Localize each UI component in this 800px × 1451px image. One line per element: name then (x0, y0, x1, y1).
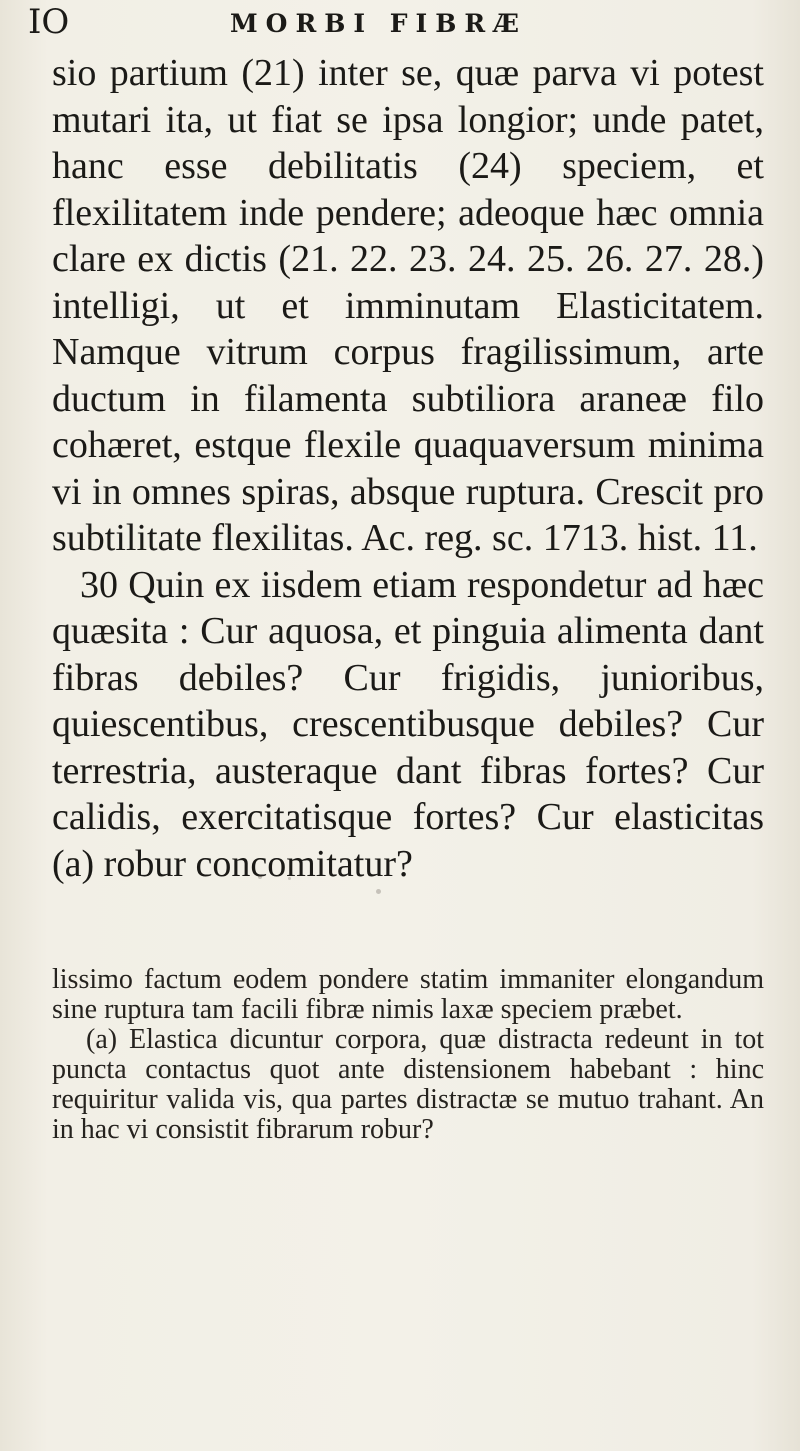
paper-speck (258, 875, 262, 879)
running-head: MORBI FIBRÆ (230, 9, 527, 38)
footnotes (52, 965, 764, 1145)
main-paragraph-1: sio partium (21) inter se, quæ parva vi potest mutari ita, ut fiat se ipsa longior; unde patet, hanc esse debilitatis (24) speciem, et flexilitatem inde pendere; adeoque hæc omnia clare ex dictis (21. 22. 23. 24. 25. 26. 27. 28.) intelligi, ut et imminutam Elasticitatem. Namque vitrum corpus fragilissimum, arte ductum in filamenta subtiliora araneæ filo cohæret, estque flexile quaquaversum minima vi in omnes spiras, absque ruptura. Crescit pro subtilitate flexilitas. Ac. reg. sc. 1713. hist. 11. (52, 52, 764, 559)
footnote-continued: lissimo factum eodem pondere statim immaniter elongandum sine ruptura tam facili fibræ nimis laxæ speciem præbet. (52, 964, 764, 1025)
paper-speck (376, 889, 381, 894)
page-header (28, 2, 588, 46)
paper-speck (288, 877, 291, 880)
footnote-a: (a) Elastica dicuntur corpora, quæ distracta redeunt in tot puncta contactus quot ante distensionem habebant : hinc requiritur valida vis, qua partes distractæ se mutuo trahant. An in hac vi consistit fibrarum robur? (52, 1024, 764, 1145)
page-number: IO (28, 2, 70, 42)
main-text (52, 50, 764, 887)
main-paragraph-2: 30 Quin ex iisdem etiam respondetur ad hæc quæsita : Cur aquosa, et pinguia alimenta dant fibras debiles? Cur frigidis, junioribus, quiescentibus, crescentibusque debiles? Cur terrestria, austeraque dant fibras fortes? Cur calidis, exercitatisque fortes? Cur elasticitas (a) robur concomitatur? (52, 563, 764, 885)
